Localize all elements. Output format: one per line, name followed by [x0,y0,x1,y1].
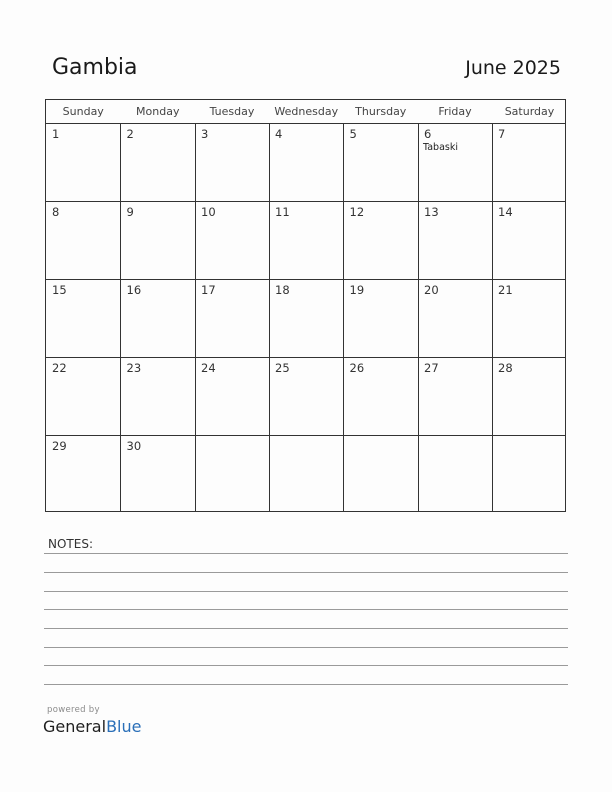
day-cell [418,124,492,202]
notes-line [44,591,568,592]
day-cell [418,280,492,358]
day-cell [492,124,567,202]
day-cell [269,124,344,202]
day-cell [195,358,269,436]
day-cell [121,358,196,436]
empty-day-cell [269,436,344,514]
day-number: 10 [201,204,216,219]
day-number: 1 [52,127,60,141]
empty-day-cell [418,436,492,514]
weekday-header-wednesday: Wednesday [274,105,339,118]
powered-by-text: powered by [47,705,100,715]
weekday-header-monday: Monday [136,105,180,118]
day-cell [46,358,121,436]
day-number: 12 [349,204,365,219]
day-cell [121,202,196,280]
notes-line [44,609,568,610]
day-number: 17 [201,282,216,297]
day-number: 27 [424,360,439,375]
day-cell [121,280,196,358]
brand-logo [43,717,141,736]
day-number: 9 [126,204,134,219]
day-number: 5 [349,127,357,141]
day-number: 13 [424,204,439,219]
day-cell [492,202,567,280]
holiday-label: Tabaski [423,142,458,153]
day-cell [418,202,492,280]
day-cell [344,358,419,436]
day-number: 8 [52,204,60,219]
weekday-header-tuesday: Tuesday [209,105,255,118]
day-number: 2 [126,127,134,141]
notes-line [44,684,568,685]
day-number: 11 [275,204,290,219]
brand-name-general: General [43,717,107,736]
day-cell [492,280,567,358]
notes-line [44,647,568,648]
day-number: 16 [126,282,142,297]
day-number: 30 [126,438,142,453]
day-cell [344,124,419,202]
day-number: 25 [275,360,290,375]
day-cell [269,280,344,358]
day-number: 15 [52,282,67,297]
notes-line [44,553,568,554]
day-cell [46,124,121,202]
notes-line [44,628,568,629]
brand-name-blue: Blue [106,717,142,736]
day-number: 7 [498,127,506,141]
day-number: 20 [424,282,439,297]
day-cell [492,358,567,436]
weekday-header-friday: Friday [438,105,472,118]
day-number: 23 [126,360,142,375]
calendar-grid [45,99,566,512]
day-cell [418,358,492,436]
day-cell [46,202,121,280]
day-cell [344,280,419,358]
day-number: 6 [424,127,432,141]
country-title: Gambia [52,55,138,80]
notes-line [44,572,568,573]
day-number: 29 [52,438,67,453]
day-number: 3 [201,127,209,141]
day-number: 19 [349,282,365,297]
day-number: 21 [498,282,513,297]
day-cell [121,124,196,202]
day-cell [195,202,269,280]
day-cell [121,436,196,514]
weekday-header-saturday: Saturday [504,105,555,118]
empty-day-cell [492,436,567,514]
empty-day-cell [195,436,269,514]
day-cell [46,436,121,514]
month-year-title: June 2025 [465,57,561,79]
day-number: 26 [349,360,365,375]
day-cell [344,202,419,280]
day-number: 22 [52,360,67,375]
day-number: 28 [498,360,513,375]
notes-label: NOTES: [48,537,93,551]
weekday-header-sunday: Sunday [62,105,104,118]
day-number: 24 [201,360,216,375]
day-number: 18 [275,282,290,297]
notes-line [44,665,568,666]
empty-day-cell [344,436,419,514]
day-number: 14 [498,204,513,219]
day-cell [46,280,121,358]
day-cell [195,280,269,358]
day-number: 4 [275,127,283,141]
weekday-header-thursday: Thursday [355,105,407,118]
day-cell [269,202,344,280]
day-cell [195,124,269,202]
day-cell [269,358,344,436]
